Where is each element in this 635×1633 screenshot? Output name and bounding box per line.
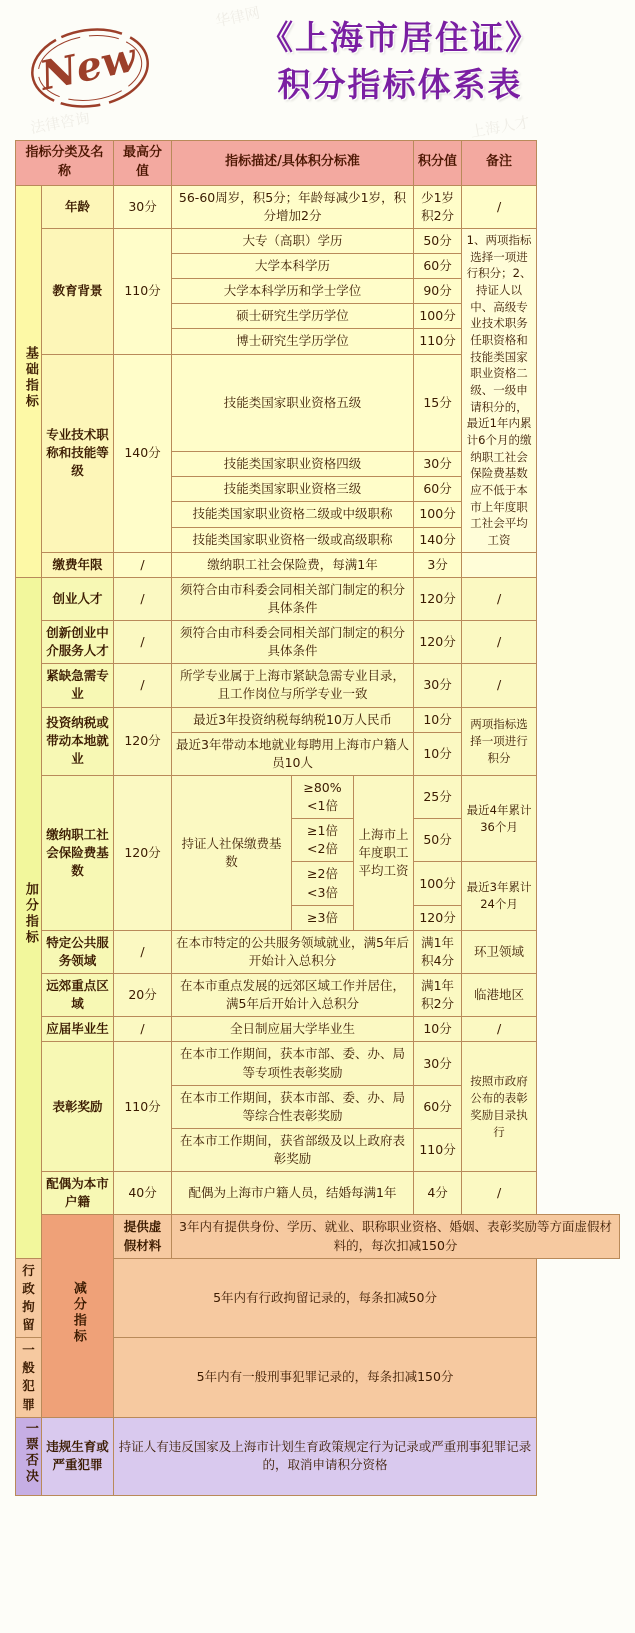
category-shortage-major: 紧缺急需专业 — [42, 664, 114, 707]
max-suburb-area: 20分 — [114, 974, 172, 1017]
svg-text:New: New — [35, 33, 141, 100]
desc-edu-3: 大学本科学历和学士学位 — [172, 279, 414, 304]
desc-innovation-agent: 须符合由市科委会同相关部门制定的积分具体条件 — [172, 621, 414, 664]
watermark-2: 法律咨询 — [28, 108, 92, 138]
table-row — [16, 1042, 620, 1085]
table-row — [16, 1215, 620, 1258]
max-public-service: / — [114, 930, 172, 973]
category-education: 教育背景 — [42, 228, 114, 354]
desc-violation-birth-crime: 持证人有违反国家及上海市计划生育政策规定行为记录或严重刑事犯罪记录的，取消申请积分资格 — [114, 1417, 537, 1495]
category-general-crime: 一般犯罪 — [16, 1338, 42, 1418]
note-age: / — [462, 185, 537, 228]
max-title-skill: 140分 — [114, 354, 172, 552]
table-row — [16, 552, 620, 577]
section-label-subtract: 减分指标 — [42, 1215, 114, 1417]
category-violation-birth-crime: 违规生育或严重犯罪 — [42, 1417, 114, 1495]
score-payment-years: 3分 — [414, 552, 462, 577]
max-innovation-agent: / — [114, 621, 172, 664]
desc-fresh-graduate: 全日制应届大学毕业生 — [172, 1017, 414, 1042]
category-title-skill: 专业技术职称和技能等级 — [42, 354, 114, 552]
score-entrepreneur: 120分 — [414, 577, 462, 620]
desc-skill-5: 技能类国家职业资格五级 — [172, 354, 414, 452]
category-awards: 表彰奖励 — [42, 1042, 114, 1172]
desc-skill-2: 技能类国家职业资格二级或中级职称 — [172, 502, 414, 527]
col-header-category: 指标分类及名称 — [16, 141, 114, 186]
category-age: 年龄 — [42, 185, 114, 228]
category-spouse-hukou: 配偶为本市户籍 — [42, 1172, 114, 1215]
desc-skill-4: 技能类国家职业资格四级 — [172, 452, 414, 477]
note-awards: 按照市政府公布的表彰奖励目录执行 — [462, 1042, 537, 1172]
table-row — [16, 775, 620, 818]
score-skill-2: 100分 — [414, 502, 462, 527]
note-entrepreneur: / — [462, 577, 537, 620]
score-award-3: 110分 — [414, 1128, 462, 1171]
title-line-2: 积分指标体系表 — [277, 65, 523, 104]
category-payment-years: 缴费年限 — [42, 552, 114, 577]
table-row — [16, 577, 620, 620]
section-label-basic: 基础指标 — [16, 185, 42, 577]
score-employment: 10分 — [414, 732, 462, 775]
max-awards: 110分 — [114, 1042, 172, 1172]
tier-note-1: 最近4年累计36个月 — [462, 775, 537, 862]
category-entrepreneur: 创业人才 — [42, 577, 114, 620]
section-label-add: 加分指标 — [16, 577, 42, 1258]
note-basic-merged: 1、两项指标选择一项进行积分；2、持证人以中、高级专业技术职务任职资格和技能类国家职业资格二级、一级申请积分的，最近1年内累计6个月的缴纳职工社会保险费基数应不低于本市上年度职工社会平均工资 — [462, 228, 537, 552]
category-admin-detention: 行政拘留 — [16, 1258, 42, 1338]
desc-general-crime: 5年内有一般刑事犯罪记录的，每条扣减150分 — [114, 1338, 537, 1418]
category-fresh-graduate: 应届毕业生 — [42, 1017, 114, 1042]
category-tax-employment: 投资纳税或带动本地就业 — [42, 707, 114, 775]
new-stamp-icon — [18, 18, 168, 118]
desc-admin-detention: 5年内有行政拘留记录的，每条扣减50分 — [114, 1258, 537, 1338]
points-table — [15, 140, 620, 1496]
note-spouse-hukou: / — [462, 1172, 537, 1215]
desc-award-1: 在本市工作期间，获本市部、委、办、局等专项性表彰奖励 — [172, 1042, 414, 1085]
max-shortage-major: / — [114, 664, 172, 707]
score-edu-2: 60分 — [414, 254, 462, 279]
score-skill-5: 15分 — [414, 354, 462, 452]
max-spouse-hukou: 40分 — [114, 1172, 172, 1215]
category-insurance-base: 缴纳职工社会保险费基数 — [42, 775, 114, 930]
table-row — [16, 974, 620, 1017]
score-shortage-major: 30分 — [414, 664, 462, 707]
category-innovation-agent: 创新创业中介服务人才 — [42, 621, 114, 664]
table-row — [16, 1417, 620, 1495]
table-row — [16, 228, 620, 253]
desc-employment: 最近3年带动本地就业每聘用上海市户籍人员10人 — [172, 732, 414, 775]
desc-payment-years: 缴纳职工社会保险费，每满1年 — [172, 552, 414, 577]
score-edu-3: 90分 — [414, 279, 462, 304]
score-tax: 10分 — [414, 707, 462, 732]
score-innovation-agent: 120分 — [414, 621, 462, 664]
score-skill-1: 140分 — [414, 527, 462, 552]
table-row — [16, 1017, 620, 1042]
table-row — [16, 707, 620, 732]
tier-score-3: 100分 — [414, 862, 462, 905]
desc-false-material: 3年内有提供身份、学历、就业、职称职业资格、婚姻、表彰奖励等方面虚假材料的，每次扣减150分 — [172, 1215, 620, 1258]
tier-range-4: ≥3倍 — [292, 905, 354, 930]
table-row — [16, 930, 620, 973]
note-payment-years — [462, 552, 537, 577]
desc-age: 56-60周岁，积5分；年龄每减少1岁，积分增加2分 — [172, 185, 414, 228]
page-title — [180, 14, 620, 108]
col-header-note: 备注 — [462, 141, 537, 186]
desc-entrepreneur: 须符合由市科委会同相关部门制定的积分具体条件 — [172, 577, 414, 620]
max-insurance-base: 120分 — [114, 775, 172, 930]
sublabel-holder-base: 持证人社保缴费基数 — [172, 775, 292, 930]
score-edu-1: 50分 — [414, 228, 462, 253]
score-award-2: 60分 — [414, 1085, 462, 1128]
note-fresh-graduate: / — [462, 1017, 537, 1042]
category-false-material: 提供虚假材料 — [114, 1215, 172, 1258]
table-row — [16, 621, 620, 664]
tier-range-2: ≥1倍 <2倍 — [292, 819, 354, 862]
max-fresh-graduate: / — [114, 1017, 172, 1042]
category-suburb-area: 远郊重点区域 — [42, 974, 114, 1017]
score-edu-4: 100分 — [414, 304, 462, 329]
tier-score-2: 50分 — [414, 819, 462, 862]
max-entrepreneur: / — [114, 577, 172, 620]
desc-edu-1: 大专（高职）学历 — [172, 228, 414, 253]
watermark-3: 上海人才 — [468, 112, 532, 142]
desc-shortage-major: 所学专业属于上海市紧缺急需专业目录，且工作岗位与所学专业一致 — [172, 664, 414, 707]
note-public-service: 环卫领域 — [462, 930, 537, 973]
desc-skill-1: 技能类国家职业资格一级或高级职称 — [172, 527, 414, 552]
table-header-row — [16, 141, 620, 186]
note-shortage-major: / — [462, 664, 537, 707]
desc-skill-3: 技能类国家职业资格三级 — [172, 477, 414, 502]
note-suburb-area: 临港地区 — [462, 974, 537, 1017]
section-label-veto: 一票否决 — [16, 1417, 42, 1495]
tier-note-3: 最近3年累计24个月 — [462, 862, 537, 930]
desc-spouse-hukou: 配偶为上海市户籍人员，结婚每满1年 — [172, 1172, 414, 1215]
watermark-1: 华律网 — [213, 3, 262, 31]
tier-score-4: 120分 — [414, 905, 462, 930]
tier-score-1: 25分 — [414, 775, 462, 818]
score-edu-5: 110分 — [414, 329, 462, 354]
desc-edu-2: 大学本科学历 — [172, 254, 414, 279]
score-award-1: 30分 — [414, 1042, 462, 1085]
score-public-service: 满1年积4分 — [414, 930, 462, 973]
tier-range-3: ≥2倍 <3倍 — [292, 862, 354, 905]
max-education: 110分 — [114, 228, 172, 354]
desc-suburb-area: 在本市重点发展的远郊区域工作并居住，满5年后开始计入总积分 — [172, 974, 414, 1017]
col-header-score: 积分值 — [414, 141, 462, 186]
table-row — [16, 664, 620, 707]
table-row — [16, 1172, 620, 1215]
score-fresh-graduate: 10分 — [414, 1017, 462, 1042]
max-age: 30分 — [114, 185, 172, 228]
score-suburb-area: 满1年积2分 — [414, 974, 462, 1017]
desc-award-2: 在本市工作期间，获本市部、委、办、局等综合性表彰奖励 — [172, 1085, 414, 1128]
score-skill-3: 60分 — [414, 477, 462, 502]
tier-range-1: ≥80% <1倍 — [292, 775, 354, 818]
score-spouse-hukou: 4分 — [414, 1172, 462, 1215]
desc-tax: 最近3年投资纳税每纳税10万人民币 — [172, 707, 414, 732]
score-skill-4: 30分 — [414, 452, 462, 477]
score-age: 少1岁积2分 — [414, 185, 462, 228]
note-tax-employment: 两项指标选择一项进行积分 — [462, 707, 537, 775]
max-tax-employment: 120分 — [114, 707, 172, 775]
desc-edu-5: 博士研究生学历学位 — [172, 329, 414, 354]
col-header-max: 最高分值 — [114, 141, 172, 186]
midlabel-avg-wage: 上海市上年度职工平均工资 — [354, 775, 414, 930]
table-row — [16, 185, 620, 228]
note-innovation-agent: / — [462, 621, 537, 664]
category-public-service: 特定公共服务领域 — [42, 930, 114, 973]
desc-award-3: 在本市工作期间，获省部级及以上政府表彰奖励 — [172, 1128, 414, 1171]
desc-public-service: 在本市特定的公共服务领域就业，满5年后开始计入总积分 — [172, 930, 414, 973]
title-line-1: 《上海市居住证》 — [260, 18, 540, 57]
document-header — [0, 0, 635, 140]
max-payment-years: / — [114, 552, 172, 577]
col-header-desc: 指标描述/具体积分标准 — [172, 141, 414, 186]
desc-edu-4: 硕士研究生学历学位 — [172, 304, 414, 329]
